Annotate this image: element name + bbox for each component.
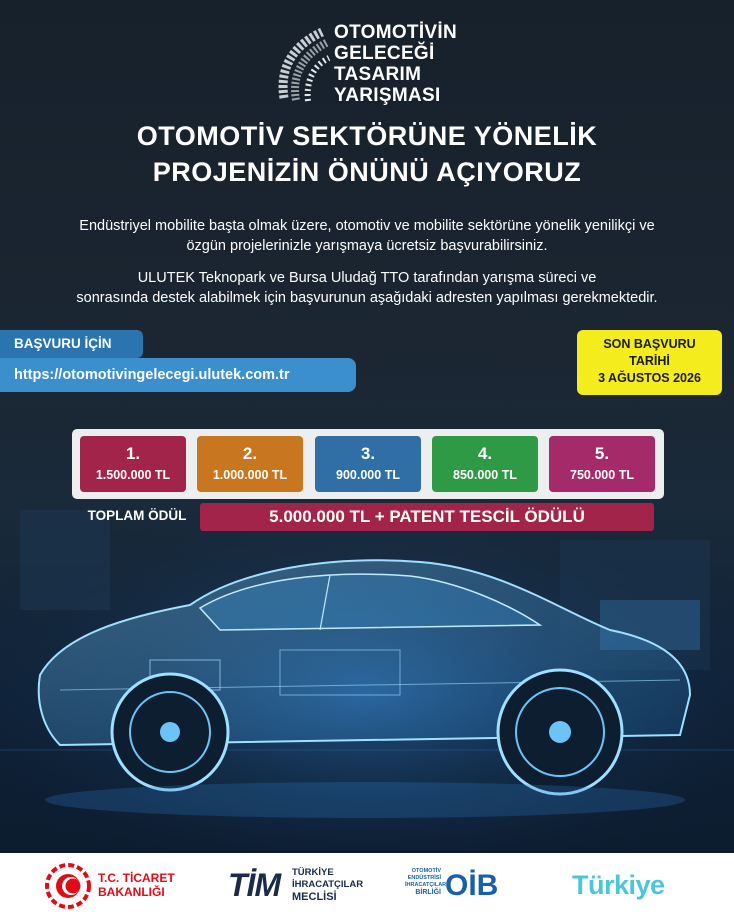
prize-amount: 750.000 TL (570, 468, 634, 482)
logo-line: GELECEĞİ (334, 43, 435, 64)
prize-amount: 1.500.000 TL (95, 468, 171, 482)
description-line: sonrasında destek alabilmek için başvurunun aşağıdaki adresten yapılması gerekmektedir. (76, 290, 658, 306)
prize-card-3 (315, 436, 421, 492)
ticaret-line: T.C. TİCARET (98, 871, 175, 885)
tim-logo (228, 853, 364, 918)
prize-card-1 (80, 436, 186, 492)
oib-line: ENDÜSTRİSİ (407, 875, 441, 881)
headline-line: PROJENİZİN ÖNÜNÜ AÇIYORUZ (152, 157, 582, 187)
turkiye-wordmark: Türkiye (572, 870, 665, 900)
deadline-badge (577, 330, 722, 395)
headline-line: OTOMOTİV SEKTÖRÜNE YÖNELİK (136, 121, 598, 151)
deadline-line: TARİHİ (629, 354, 670, 368)
ministry-emblem-icon (44, 863, 92, 909)
total-prize-label: TOPLAM ÖDÜL (87, 508, 187, 523)
turkiye-brand-logo (572, 853, 692, 918)
logo-line: OTOMOTİVİN (334, 22, 457, 43)
description-paragraph-1 (20, 216, 714, 256)
prize-rank: 3. (360, 444, 376, 463)
front-wheel (112, 674, 228, 790)
apply-url-link[interactable]: https://otomotivingelecegi.ulutek.com.tr (0, 358, 356, 392)
oib-mark: OİB (445, 869, 499, 902)
description-paragraph-2 (20, 268, 714, 308)
prize-rank: 2. (242, 444, 258, 463)
prize-card-2 (197, 436, 303, 492)
prize-card-4 (432, 436, 538, 492)
prize-amount: 850.000 TL (453, 468, 517, 482)
total-prize-value: 5.000.000 TL + PATENT TESCİL ÖDÜLÜ (200, 503, 654, 531)
apply-label: BAŞVURU İÇİN (0, 330, 143, 358)
logo-line: YARIŞMASI (334, 85, 441, 106)
description-line: ULUTEK Teknopark ve Bursa Uludağ TTO tarafından yarışma süreci ve (137, 270, 597, 286)
ticaret-line: BAKANLIĞI (98, 885, 165, 899)
ticaret-bakanligi-logo (40, 853, 180, 918)
deadline-line: SON BAŞVURU (603, 337, 696, 351)
description-line: Endüstriyel mobilite başta olmak üzere, otomotiv ve mobilite sektörüne yönelik yenilikçi ve (79, 218, 655, 234)
headline (0, 118, 734, 190)
deadline-date: 3 AĞUSTOS 2026 (598, 371, 701, 385)
tim-line: TÜRKİYE (292, 867, 334, 878)
tim-line: MECLİSİ (292, 891, 337, 903)
tim-line: İHRACATÇILAR (292, 879, 364, 890)
oib-line: İHRACATÇILARI (405, 882, 448, 888)
oib-line: OTOMOTİV (411, 868, 441, 874)
prize-rank: 1. (125, 444, 141, 463)
competition-logo (278, 22, 468, 108)
prize-rank: 4. (477, 444, 493, 463)
oib-logo (405, 853, 515, 918)
tim-mark: TİM (228, 867, 281, 903)
prize-card-5 (549, 436, 655, 492)
car-blueprint-illustration (0, 500, 734, 850)
sponsor-footer (0, 853, 734, 918)
oib-line: BİRLİĞİ (415, 889, 441, 896)
road-swirl-icon (278, 28, 330, 102)
prize-amount: 1.000.000 TL (212, 468, 288, 482)
prize-panel (72, 429, 664, 499)
rear-wheel (498, 670, 622, 794)
logo-line: TASARIM (334, 64, 422, 85)
prize-amount: 900.000 TL (336, 468, 400, 482)
logo-wordmark (334, 22, 457, 106)
description-line: özgün projelerinizle yarışmaya ücretsiz başvurabilirsiniz. (186, 238, 548, 254)
prize-rank: 5. (594, 444, 610, 463)
